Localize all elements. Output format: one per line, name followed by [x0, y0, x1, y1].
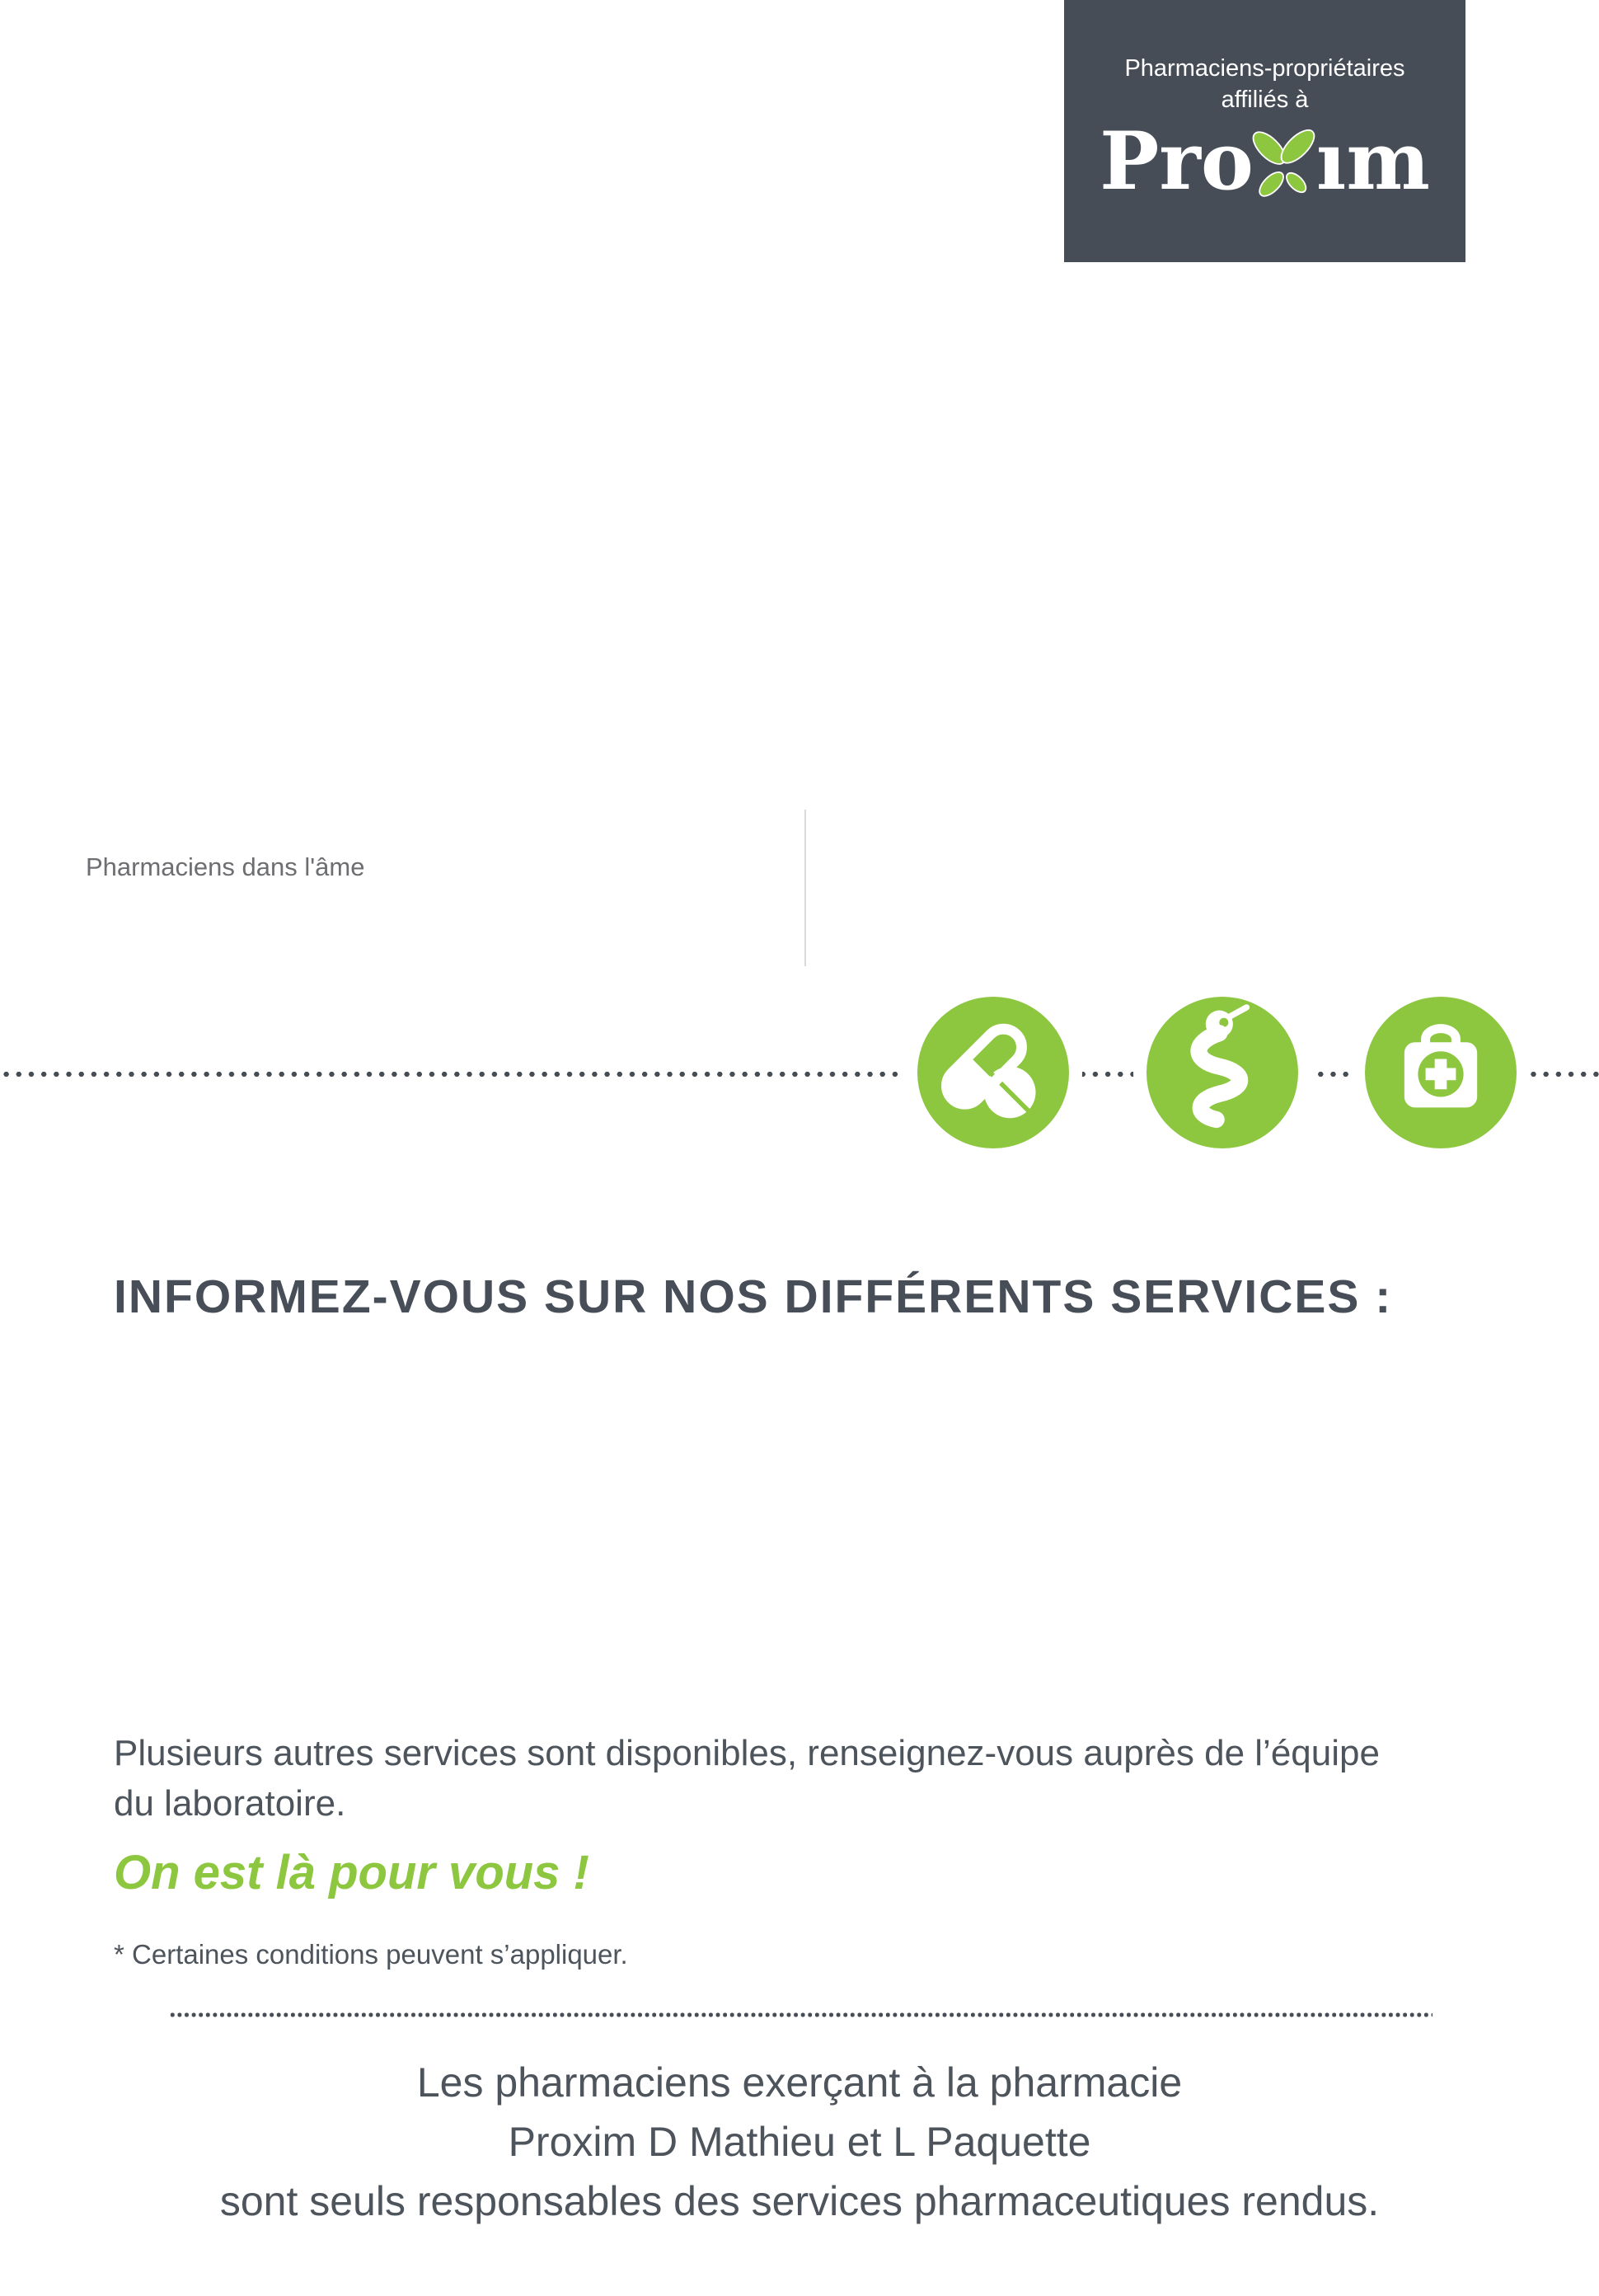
services-note-line-1: Plusieurs autres services sont disponibles, renseignez-vous auprès de l’équipe — [114, 1733, 1380, 1773]
proxim-logo — [1064, 115, 1465, 208]
responsibility-line-3: sont seuls responsables des services pharmaceutiques rendus. — [219, 2178, 1380, 2224]
asclepius-icon-circle — [1146, 997, 1298, 1148]
dotted-separator — [169, 2012, 1433, 2017]
responsibility-line-1: Les pharmaciens exerçant à la pharmacie — [416, 2059, 1183, 2106]
affiliation-line-1: Pharmaciens-propriétaires — [1124, 55, 1405, 82]
responsibility-line-2: Proxim D Mathieu et L Paquette — [508, 2119, 1091, 2165]
services-note-line-2: du laboratoire. — [114, 1783, 346, 1824]
first-aid-icon-circle — [1365, 997, 1517, 1148]
first-aid-kit-icon — [1365, 997, 1517, 1148]
proxim-logo-text-post: ım — [1315, 115, 1430, 208]
pill-icon-circle — [917, 997, 1069, 1148]
affiliation-text — [1064, 0, 1465, 115]
proxim-leaf-x-icon — [1251, 122, 1319, 201]
pill-icon — [917, 997, 1069, 1148]
affiliation-badge — [1064, 0, 1465, 262]
slogan: On est là pour vous ! — [114, 1846, 589, 1899]
services-heading: INFORMEZ-VOUS SUR NOS DIFFÉRENTS SERVICES : — [114, 1270, 1393, 1323]
tagline: Pharmaciens dans l'âme — [86, 852, 365, 881]
vertical-divider — [804, 810, 806, 966]
proxim-logo-text-pre: Pro — [1100, 115, 1254, 208]
asclepius-snake-icon — [1146, 997, 1298, 1148]
conditions-disclaimer: * Certaines conditions peuvent s’appliquer. — [114, 1939, 628, 1970]
responsibility-statement — [0, 2053, 1599, 2231]
affiliation-line-2: affiliés à — [1221, 87, 1309, 113]
services-note — [114, 1728, 1380, 1829]
dotted-rule — [0, 1071, 1599, 1078]
